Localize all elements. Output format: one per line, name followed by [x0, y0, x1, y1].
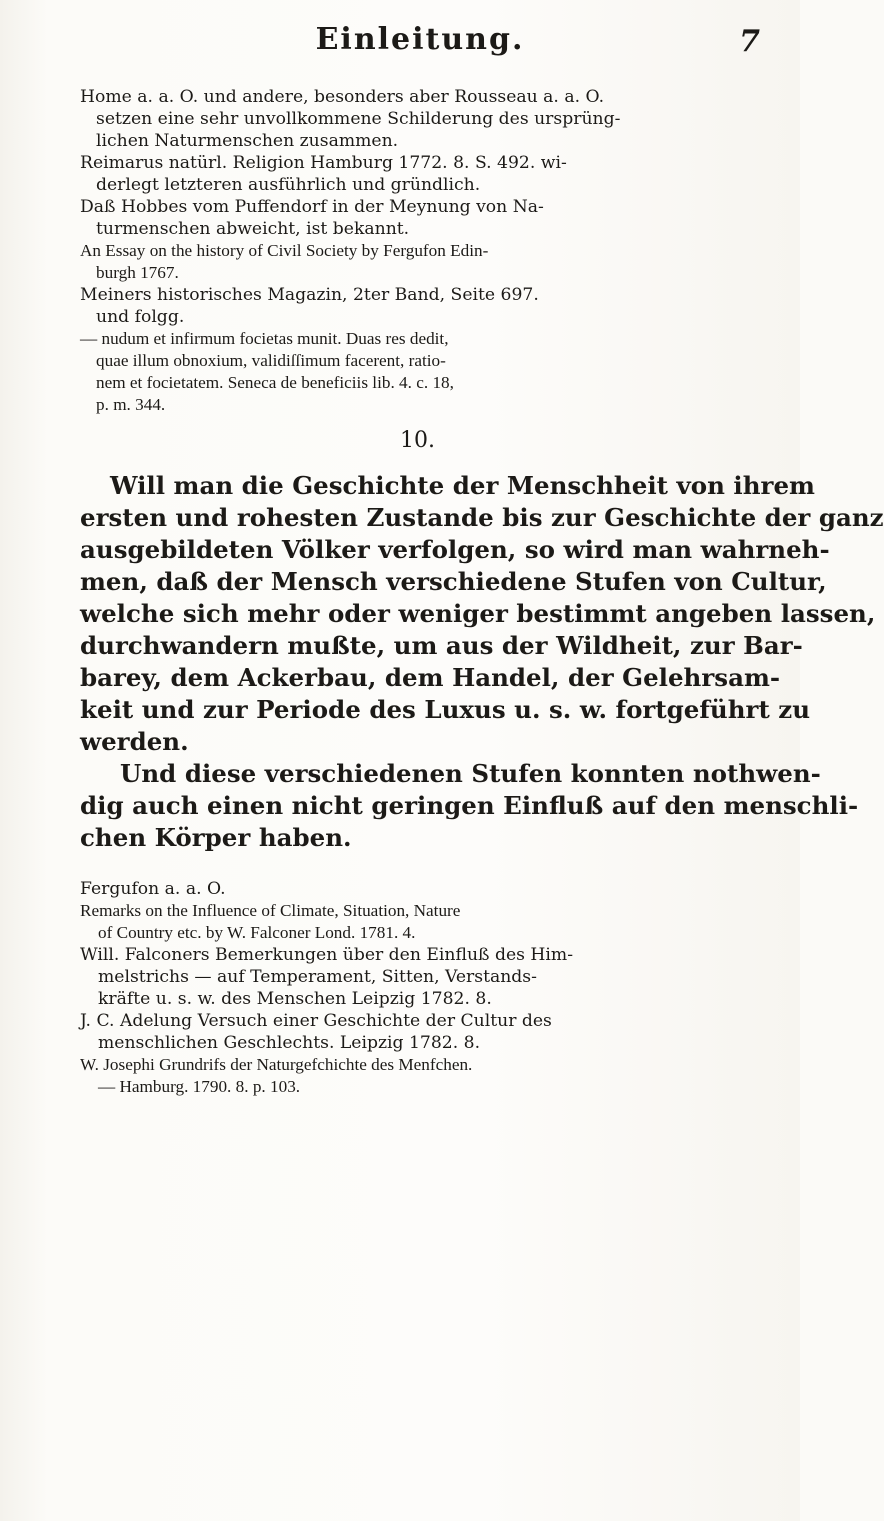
reference-line: J. C. Adelung Versuch einer Geschichte der Cultur des: [80, 1011, 552, 1031]
body-line: chen Körper haben.: [80, 823, 352, 852]
body-line: ausgebildeten Völker verfolgen, so wird man wahrneh-: [80, 535, 830, 564]
body-line: men, daß der Mensch verschiedene Stufen von Cultur,: [80, 567, 827, 596]
body-line: Will man die Geschichte der Menschheit von ihrem: [110, 471, 815, 500]
footnote-line: setzen eine sehr unvollkommene Schilderung des ursprüng-: [96, 109, 621, 129]
section-number: 10.: [400, 428, 435, 453]
body-line: dig auch einen nicht geringen Einfluß auf den menschli-: [80, 791, 859, 820]
body-line: werden.: [80, 727, 189, 756]
footnote-line: burgh 1767.: [96, 263, 179, 282]
body-line: ersten und rohesten Zustande bis zur Geschichte der ganz: [80, 503, 884, 532]
main-text: [80, 470, 884, 854]
footnote-line: quae illum obnoxium, validiſſimum facerent, ratio-: [96, 351, 446, 370]
reference-line: menschlichen Geschlechts. Leipzig 1782. 8.: [98, 1033, 481, 1053]
body-line: keit und zur Periode des Luxus u. s. w. fortgeführt zu: [80, 695, 811, 724]
footnote-line: nem et focietatem. Seneca de beneficiis lib. 4. c. 18,: [96, 373, 454, 392]
running-head: Einleitung.: [315, 22, 525, 57]
body-line: Und diese verschiedenen Stufen konnten nothwen-: [120, 759, 821, 788]
footnote-line: derlegt letzteren ausführlich und gründlich.: [96, 175, 481, 195]
reference-line: Will. Falconers Bemerkungen über den Einfluß des Him-: [80, 945, 574, 965]
footnote-line: Reimarus natürl. Religion Hamburg 1772. 8. S. 492. wi-: [80, 153, 567, 173]
reference-line: W. Josephi Grundrifs der Naturgefchichte des Menfchen.: [80, 1055, 473, 1074]
footnote-line: Home a. a. O. und andere, besonders aber Rousseau a. a. O.: [80, 87, 605, 107]
footnote-line: turmenschen abweicht, ist bekannt.: [96, 219, 410, 239]
body-line: barey, dem Ackerbau, dem Handel, der Gelehrsam-: [80, 663, 781, 692]
reference-line: melstrichs — auf Temperament, Sitten, Verstands-: [98, 967, 537, 987]
page-number: 7: [739, 24, 760, 59]
reference-line: kräfte u. s. w. des Menschen Leipzig 1782. 8.: [98, 989, 492, 1009]
reference-line: — Hamburg. 1790. 8. p. 103.: [98, 1077, 301, 1096]
body-line: durchwandern mußte, um aus der Wildheit, zur Bar-: [80, 631, 803, 660]
footnote-line: An Essay on the history of Civil Society by Fergufon Edin-: [80, 241, 489, 260]
footnote-line: lichen Naturmenschen zusammen.: [96, 131, 399, 151]
footnote-line: Daß Hobbes vom Puffendorf in der Meynung von Na-: [80, 197, 544, 217]
reference-line: Fergufon a. a. O.: [80, 879, 226, 899]
reference-line: Remarks on the Influence of Climate, Situation, Nature: [80, 901, 461, 920]
footnote-line: Meiners historisches Magazin, 2ter Band, Seite 697.: [80, 285, 539, 305]
reference-line: of Country etc. by W. Falconer Lond. 1781. 4.: [98, 923, 416, 942]
reference-block: [80, 878, 755, 1098]
footnote-line: p. m. 344.: [96, 395, 166, 414]
body-line: welche sich mehr oder weniger bestimmt angeben lassen,: [80, 599, 876, 628]
footnote-line: und folgg.: [96, 307, 185, 327]
footnote-block: [80, 86, 755, 416]
page-header: [80, 22, 760, 72]
footnote-line: — nudum et infirmum focietas munit. Duas res dedit,: [80, 329, 449, 348]
